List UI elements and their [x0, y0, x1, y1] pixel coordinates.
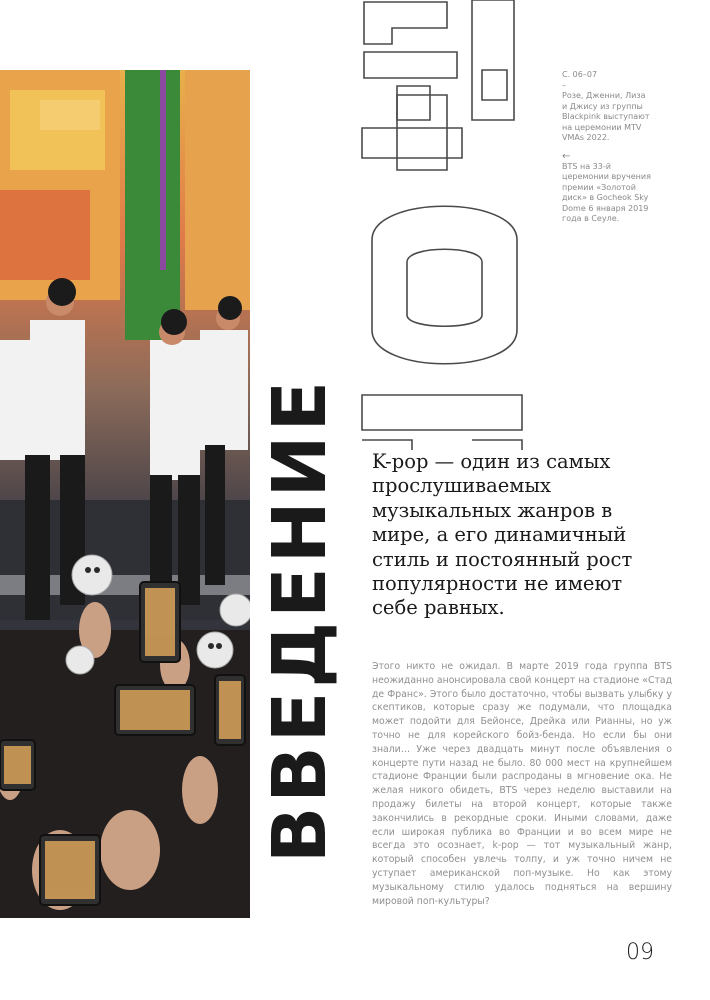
left-arrow-icon: ← — [562, 150, 571, 162]
caption-text-blackpink: Розе, Дженни, Лиза и Джису из группы Blackpink выступают на церемонии MTV VMAs 2022. — [562, 91, 650, 142]
concert-photo — [0, 70, 250, 918]
caption-page-ref: С. 06–07 — [562, 70, 598, 79]
page-number: 09 — [626, 940, 654, 965]
photo-caption — [562, 70, 652, 225]
lead-paragraph: K-pop — один из самых прослушиваемых музыкальных жанров в мире, а его динамичный стиль и постоянный рост популярности не имеют себе равных. — [372, 450, 633, 620]
caption-dash: – — [562, 80, 566, 90]
body-paragraph: Этого никто не ожидал. В марте 2019 года группа BTS неожиданно анонсировала свой концерт на стадионе «Стад де Франс». Этого было достаточно, чтобы вызвать улыбку у скептиков, которые сразу же подумали, что площадка может подойти для Бейонсе, Дрейка или Рианны, но уж точно не для корейского бойз-бенда. Но если бы они знали… Уже через двадцать минут после объявления о концерте пути назад не было. 80 000 мест на крупнейшем стадионе Франции были распроданы в мгновение ока. Не желая никого обидеть, BTS через неделю выставили на продажу билеты на второй концерт, которые также закончились в рекордные сроки. Иными словами, даже если широкая публика во Франции и во всем мире не всегда это осознает, k-pop — тот музыкальный жанр, который способен увлечь толпу, и уж точно ничем не уступает американской поп-музыке. Но как этому музыкальному стилю удалось подняться на вершину мировой поп-культуры? — [372, 661, 672, 907]
section-title-text: ВВЕДЕНИЕ — [257, 376, 343, 864]
hangul-decoration — [352, 0, 540, 450]
caption-text-bts: BTS на 33-й церемонии вручения премии «Золотой диск» в Gocheok Sky Dome 6 января 2019 года в Сеуле. — [562, 161, 651, 223]
section-title — [250, 320, 350, 920]
